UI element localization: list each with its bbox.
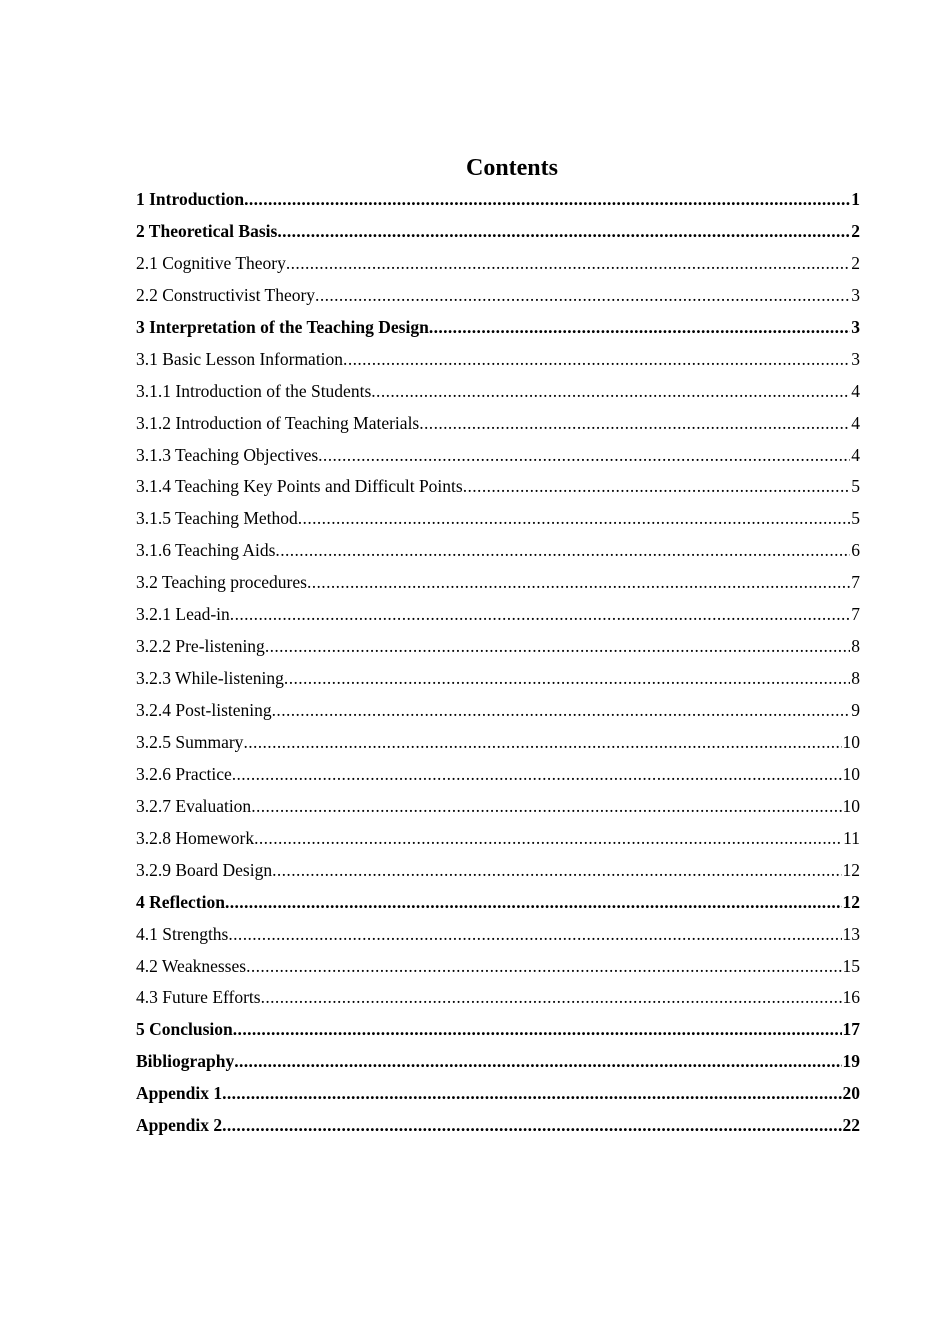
toc-entry[interactable]: [136, 344, 860, 376]
toc-entry-page-number: 5: [851, 476, 860, 497]
toc-entry-label: 3 Interpretation of the Teaching Design: [136, 316, 429, 337]
toc-entry[interactable]: [136, 408, 860, 440]
table-of-contents: [136, 152, 860, 1142]
toc-entry-label: 3.2.8 Homework: [136, 827, 255, 848]
toc-dot-leader: [265, 631, 850, 663]
toc-entry[interactable]: [136, 184, 860, 216]
toc-entry-label: 3.2.3 While-listening: [136, 668, 284, 689]
toc-entry[interactable]: [136, 855, 860, 887]
toc-entry-page-number: 7: [851, 572, 860, 593]
toc-entry-page-number: 22: [842, 1115, 860, 1136]
toc-dot-leader: [222, 1078, 841, 1110]
toc-title: Contents: [465, 155, 558, 181]
toc-entry-page-number: 10: [842, 763, 860, 784]
toc-dot-leader: [275, 535, 850, 567]
toc-entry-page-number: 20: [842, 1083, 860, 1104]
toc-entry-label: Appendix 1: [136, 1083, 223, 1104]
toc-entry-label: 3.2.5 Summary: [136, 731, 244, 752]
toc-entry-page-number: 3: [851, 348, 860, 369]
toc-dot-leader: [371, 376, 850, 408]
toc-entry[interactable]: [136, 823, 860, 855]
toc-dot-leader: [244, 184, 850, 216]
toc-entry-page-number: 10: [842, 795, 860, 816]
toc-entry-page-number: 16: [842, 987, 860, 1008]
toc-dot-leader: [286, 248, 850, 280]
toc-dot-leader: [272, 695, 851, 727]
toc-entry-label: 4.1 Strengths: [136, 923, 229, 944]
toc-entry-page-number: 4: [851, 444, 860, 465]
toc-dot-leader: [261, 982, 842, 1014]
toc-entry[interactable]: [136, 631, 860, 663]
toc-dot-leader: [234, 1046, 841, 1078]
toc-entry-label: 4.3 Future Efforts: [136, 987, 261, 1008]
toc-entry-page-number: 5: [851, 508, 860, 529]
toc-entry[interactable]: [136, 312, 860, 344]
toc-entry-page-number: 11: [843, 827, 860, 848]
toc-entry[interactable]: [136, 663, 860, 695]
toc-entry-label: 2.1 Cognitive Theory: [136, 252, 286, 273]
toc-entry[interactable]: [136, 440, 860, 472]
toc-dot-leader: [298, 503, 850, 535]
toc-entry[interactable]: [136, 376, 860, 408]
toc-entry-page-number: 19: [842, 1051, 860, 1072]
toc-dot-leader: [225, 887, 842, 919]
toc-dot-leader: [254, 823, 842, 855]
toc-entry[interactable]: [136, 248, 860, 280]
toc-dot-leader: [272, 855, 841, 887]
toc-entry-label: 3.1 Basic Lesson Information: [136, 348, 344, 369]
toc-entry-page-number: 12: [842, 859, 860, 880]
toc-entry-label: 4 Reflection: [136, 891, 225, 912]
toc-dot-leader: [277, 216, 850, 248]
toc-entry-label: 2 Theoretical Basis: [136, 220, 278, 241]
toc-list: [136, 184, 860, 1142]
toc-entry[interactable]: [136, 535, 860, 567]
toc-entry-label: 3.1.2 Introduction of Teaching Materials: [136, 412, 420, 433]
toc-entry-page-number: 3: [851, 284, 860, 305]
toc-entry-page-number: 2: [851, 252, 860, 273]
toc-dot-leader: [246, 951, 841, 983]
toc-dot-leader: [419, 408, 850, 440]
toc-entry-label: 3.1.3 Teaching Objectives: [136, 444, 319, 465]
toc-dot-leader: [251, 791, 841, 823]
toc-entry-label: 3.2 Teaching procedures: [136, 572, 307, 593]
toc-dot-leader: [307, 567, 850, 599]
toc-entry[interactable]: [136, 695, 860, 727]
toc-entry-label: 3.2.6 Practice: [136, 763, 232, 784]
toc-entry[interactable]: [136, 982, 860, 1014]
toc-entry-page-number: 8: [851, 668, 860, 689]
toc-entry-page-number: 15: [842, 955, 860, 976]
toc-entry-page-number: 10: [842, 731, 860, 752]
toc-entry[interactable]: [136, 1046, 860, 1078]
toc-entry-label: 5 Conclusion: [136, 1019, 233, 1040]
toc-dot-leader: [343, 344, 850, 376]
toc-dot-leader: [243, 727, 841, 759]
toc-dot-leader: [230, 599, 850, 631]
toc-entry-page-number: 13: [842, 923, 860, 944]
toc-entry[interactable]: [136, 727, 860, 759]
toc-entry-page-number: 4: [851, 380, 860, 401]
toc-entry-page-number: 6: [851, 540, 860, 561]
toc-entry-page-number: 9: [851, 700, 860, 720]
toc-dot-leader: [222, 1110, 841, 1142]
toc-entry[interactable]: [136, 951, 860, 983]
toc-dot-leader: [318, 440, 850, 472]
toc-entry-page-number: 8: [851, 636, 860, 657]
toc-entry-page-number: 17: [842, 1019, 860, 1040]
toc-entry-page-number: 12: [842, 891, 860, 912]
toc-entry[interactable]: [136, 216, 860, 248]
toc-entry-label: 3.2.2 Pre-listening: [136, 636, 265, 657]
toc-entry-page-number: 1: [851, 189, 860, 209]
toc-entry[interactable]: [136, 919, 860, 951]
toc-entry-label: 1 Introduction: [136, 189, 245, 209]
toc-entry[interactable]: [136, 599, 860, 631]
toc-dot-leader: [463, 471, 851, 503]
toc-entry-label: 3.1.5 Teaching Method: [136, 508, 298, 529]
toc-entry-label: 3.2.9 Board Design: [136, 859, 273, 880]
toc-entry[interactable]: [136, 503, 860, 535]
toc-entry[interactable]: [136, 1014, 860, 1046]
toc-entry[interactable]: [136, 471, 860, 503]
toc-entry[interactable]: [136, 887, 860, 919]
toc-entry-label: 3.1.6 Teaching Aids: [136, 540, 276, 561]
toc-entry-label: Appendix 2: [136, 1115, 223, 1136]
toc-entry-page-number: 3: [851, 316, 860, 337]
toc-entry-label: 3.2.4 Post-listening: [136, 700, 272, 720]
toc-entry-label: 3.2.7 Evaluation: [136, 795, 252, 816]
toc-entry-page-number: 7: [851, 604, 860, 625]
toc-entry-label: Bibliography: [136, 1051, 235, 1072]
toc-entry-label: 2.2 Constructivist Theory: [136, 284, 316, 305]
toc-entry-label: 3.1.1 Introduction of the Students: [136, 380, 372, 401]
toc-dot-leader: [228, 919, 841, 951]
toc-entry[interactable]: [136, 791, 860, 823]
toc-entry[interactable]: [136, 1110, 860, 1142]
toc-dot-leader: [232, 759, 842, 791]
toc-entry-label: 3.1.4 Teaching Key Points and Difficult Points: [136, 476, 463, 497]
toc-dot-leader: [315, 280, 850, 312]
toc-entry-page-number: 4: [851, 412, 860, 433]
toc-entry[interactable]: [136, 567, 860, 599]
toc-entry-page-number: 2: [851, 220, 860, 241]
toc-entry[interactable]: [136, 759, 860, 791]
toc-dot-leader: [429, 312, 850, 344]
toc-entry-label: 4.2 Weaknesses: [136, 955, 247, 976]
toc-entry[interactable]: [136, 1078, 860, 1110]
toc-entry[interactable]: [136, 280, 860, 312]
toc-dot-leader: [284, 663, 850, 695]
toc-dot-leader: [233, 1014, 842, 1046]
toc-entry-label: 3.2.1 Lead-in: [136, 604, 230, 625]
